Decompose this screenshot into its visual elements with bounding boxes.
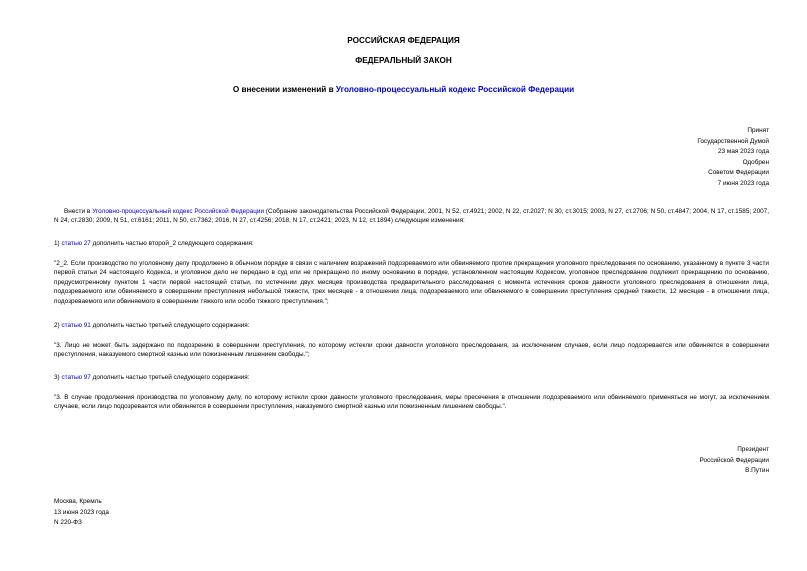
law-type-heading: ФЕДЕРАЛЬНЫЙ ЗАКОН (355, 56, 452, 65)
signature-block (609, 445, 769, 477)
signature-name: В.Путин (745, 467, 769, 474)
adoption-line-2: Государственной Думой (697, 137, 769, 145)
item-3-quote: "3. В случае продолжения производства по уголовному делу, по которому истекли сроки давности уголовного преследования, меры пресечения в отношении подозреваемого или обвиняемого применяться не могут, за исключением случаев, если лицо подозревается или обвиняется в совершении преступления, наказуемого смертной казнью или пожизненным лишением свободы.". (54, 394, 769, 411)
adoption-line-3: 23 мая 2023 года (718, 148, 769, 155)
intro-prefix: Внести в (64, 208, 93, 215)
item-1-article-link[interactable]: статью 27 (61, 240, 91, 247)
intro-rest: (Собрание законодательства Российской Федерации, 2001, N 52, ст.4921; 2002, N 22, ст.2027; N 30, ст.3015; 2003, N 27, ст.2706; N 50, ст.4847; 2004, N 17, ст.1585; 2007, N 24, ст.2830; 2009, N 51, ст.6161; 2011, N 50, ст.7362; 2016, N 27, ст.4256; 2018, N 17, ст.2421; 2023, N 12, ст.1894) следующие изменения: (54, 208, 770, 225)
item-2 (54, 321, 769, 330)
adoption-line-5: Советом Федерации (708, 169, 769, 176)
country-heading: РОССИЙСКАЯ ФЕДЕРАЦИЯ (347, 36, 460, 45)
item-1-quote: "2_2. Если производство по уголовному делу продолжено в обычном порядке в связи с наличием возражений подозреваемого или обвиняемого против прекращения уголовного преследования по основанию, указанному в пункте 3 части первой статьи 24 настоящего Кодекса, и уголовное дело не передано в суд или не прекращено по иному основанию в порядке, установленном настоящим Кодексом, уголовное преследование подлежит прекращению по основанию, предусмотренному пунктом 1 части первой настоящей статьи, по истечении двух месяцев производства предварительного расследования с момента истечения сроков давности уголовного преследования в отношении лица, подозреваемого или обвиняемого в совершении преступления небольшой тяжести, трех месяцев - в отношении лица, подозреваемого или обвиняемого в совершении преступления средней тяжести, 12 месяцев - в отношении лица, подозреваемого или обвиняемого в совершении тяжкого или особо тяжкого преступления."; (54, 260, 769, 305)
signature-country: Российской Федерации (699, 456, 769, 464)
item-3-article-link[interactable]: статью 97 (61, 374, 91, 381)
footer-date: 13 июня 2023 года (54, 508, 109, 516)
footer-number: N 220-ФЗ (54, 519, 82, 526)
adoption-line-6: 7 июня 2023 года (717, 179, 769, 187)
item-1 (54, 239, 769, 248)
adoption-line-1: Принят (747, 127, 769, 134)
item-1-text: дополнить частью второй_2 следующего содержания: (90, 240, 254, 247)
item-2-quote: "3. Лицо не может быть задержано по подозрению в совершении преступления, по которому истекли сроки давности уголовного преследования, за исключением случаев, если лицо подозревается или обвиняется в совершении преступления, наказуемого смертной казнью или пожизненным лишением свободы."; (54, 342, 769, 359)
item-2-text: дополнить частью третьей следующего содержания: (90, 322, 250, 329)
item-1-number: 1) (54, 240, 62, 247)
signature-title: Президент (737, 446, 769, 453)
adoption-line-4: Одобрен (742, 158, 769, 166)
intro-code-link[interactable]: Уголовно-процессуальный кодекс Российской Федерации (92, 208, 265, 215)
item-3-text: дополнить частью третьей следующего содержания: (90, 374, 250, 381)
adoption-block (609, 126, 769, 189)
law-title-link[interactable]: Уголовно-процессуальный кодекс Российской Федерации (335, 85, 575, 94)
item-3-number: 3) (54, 374, 62, 381)
footer-place: Москва, Кремль (54, 498, 102, 505)
item-2-number: 2) (54, 322, 62, 329)
law-title (0, 85, 807, 95)
item-2-article-link[interactable]: статью 91 (61, 322, 91, 329)
law-title-prefix: О внесении изменений в (232, 85, 336, 94)
intro-paragraph (54, 207, 769, 226)
footer-block (54, 497, 109, 529)
item-3 (54, 373, 769, 382)
